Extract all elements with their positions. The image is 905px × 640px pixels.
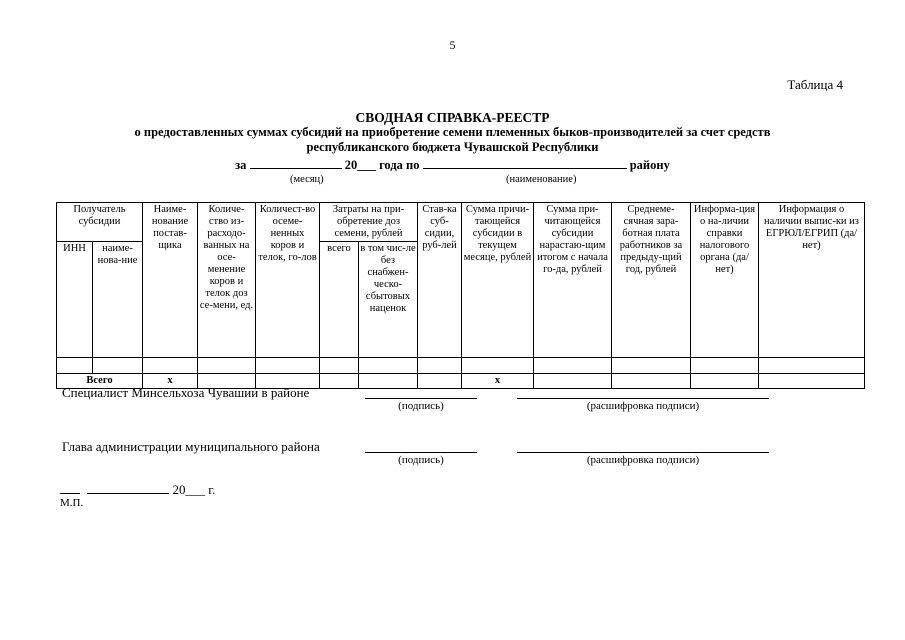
month-caption: (месяц) [290,174,324,185]
total-x-mark: х [143,374,198,389]
signature-caption: (подпись) [398,454,444,466]
signature-decode-caption: (расшифровка подписи) [586,400,700,412]
date-year: 20___ [172,482,205,497]
signature-line [365,452,477,453]
table-row [57,358,865,374]
header-costs-total: всего [320,242,359,358]
header-quantity-doses: Количе-ство из-расходо-ванных на осе-менение коров и телок доз се-мени, ед. [198,203,256,358]
header-costs-including: в том чис-ле без снабжен-ческо-сбытовых наценок [359,242,418,358]
period-prefix: за [235,158,247,172]
signature-decode-line [517,452,769,453]
header-recipient-group: Получатель субсидии [57,203,143,242]
header-subsidy-cumulative: Сумма при-читающейся субсидии нарастаю-щим итогом с начала го-да, рублей [534,203,612,358]
district-blank [423,157,627,169]
header-rate: Став-ка суб-сидии, руб-лей [418,203,462,358]
header-inn: ИНН [57,242,93,358]
signature-label-head: Глава администрации муниципального района [62,439,320,454]
table-number: Таблица 4 [787,77,843,92]
period-district-suffix: району [629,158,670,172]
subtitle-line-2: республиканского бюджета Чувашской Республики [306,140,599,154]
page-number: 5 [449,38,456,52]
header-quantity-cows: Количест-во осеме-ненных коров и телок, го-лов [256,203,320,358]
signature-line [365,398,477,399]
period-year-suffix: года по [379,158,420,172]
header-avg-salary: Среднеме-сячная зара-ботная плата работников за предыду-щий год, рублей [612,203,691,358]
signature-decode-caption: (расшифровка подписи) [586,454,700,466]
register-table [56,202,865,389]
header-supplier-name: Наиме-нование постав-щика [143,203,198,358]
period-line [0,157,905,173]
month-date-blank [87,482,169,494]
header-costs-group: Затраты на при-обретение доз семени, рублей [320,203,418,242]
day-blank [60,482,80,494]
total-x-mark: х [462,374,534,389]
signature-caption: (подпись) [398,400,444,412]
total-label: Всего [57,374,143,389]
subtitle-line-1: о предоставленных суммах субсидий на приобретение семени племенных быков-производителей за счет средств [134,125,771,139]
header-tax-info: Информа-ция о на-личии справки налогового органа (да/нет) [691,203,759,358]
month-blank [250,157,342,169]
date-suffix: г. [208,482,216,497]
stamp-label: М.П. [60,497,84,509]
header-recipient-name: наиме-нова-ние [93,242,143,358]
name-caption: (наименование) [506,174,577,185]
document-title: СВОДНАЯ СПРАВКА-РЕЕСТР [355,110,550,125]
document-subtitle [0,125,905,155]
header-egrul-info: Информация о наличии выпис-ки из ЕГРЮЛ/ЕГРИП (да/нет) [759,203,865,358]
date-line [60,482,215,498]
signature-label-specialist: Специалист Минсельхоза Чувашии в районе [62,385,310,400]
header-subsidy-month: Сумма причи-тающейся субсидии в текущем месяце, рублей [462,203,534,358]
signature-decode-line [517,398,769,399]
period-year: 20___ [344,158,376,172]
